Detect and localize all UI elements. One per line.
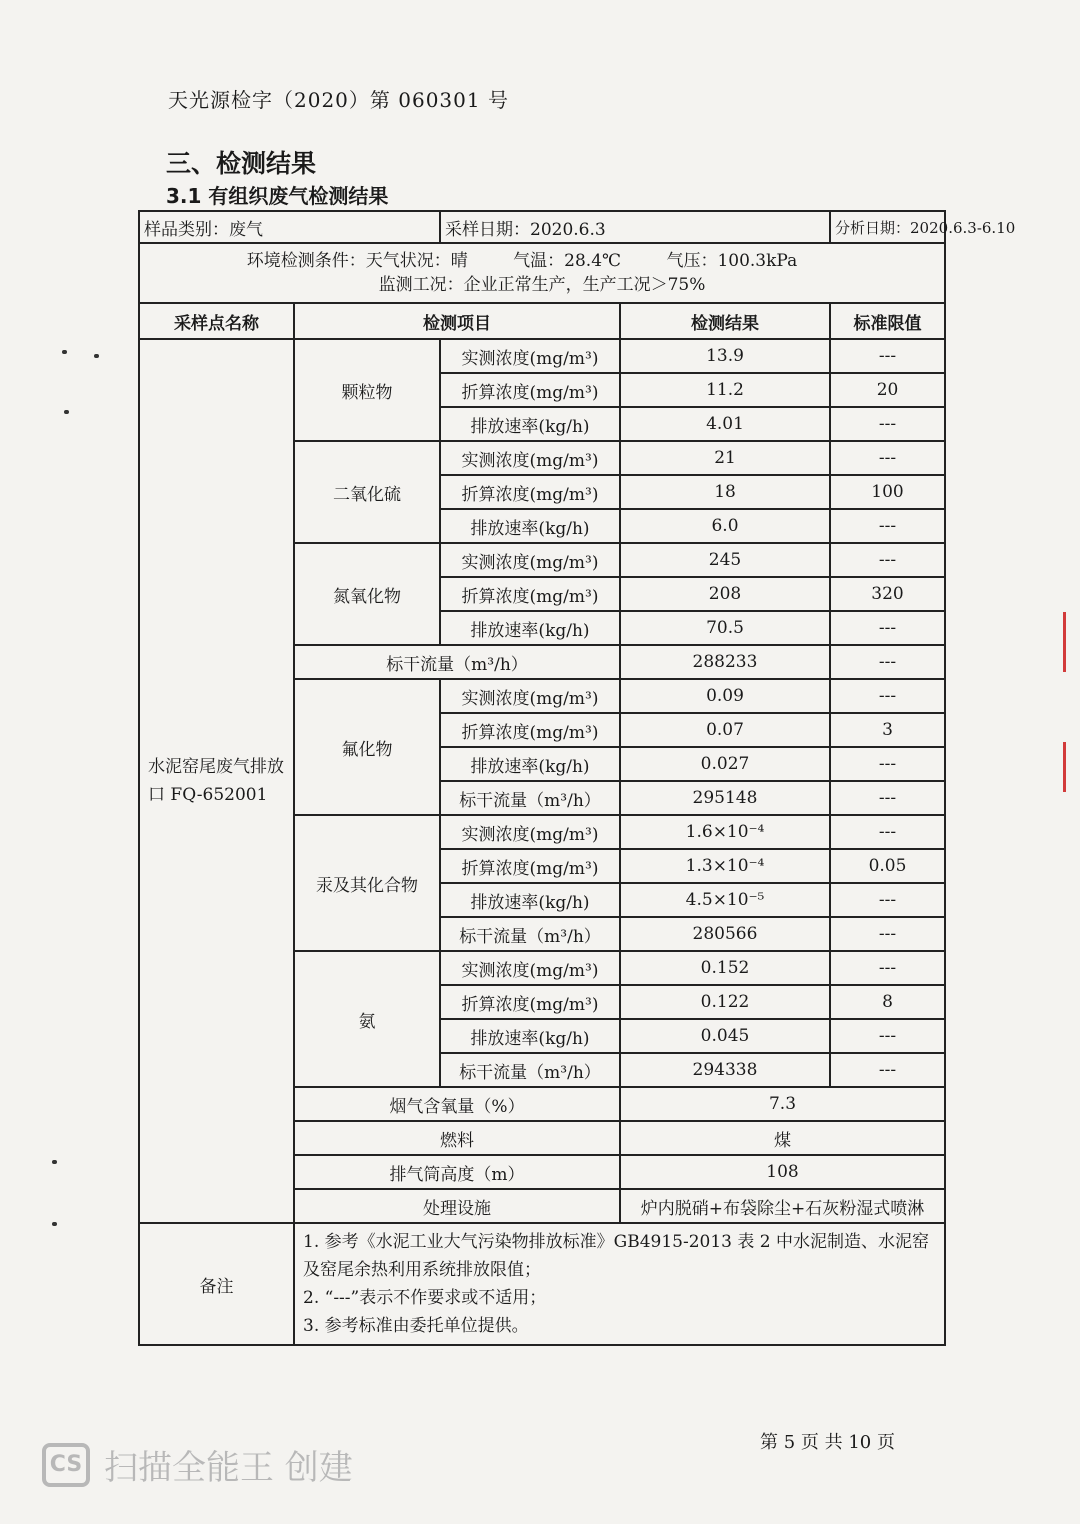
limit-value: --- [830,441,945,475]
limit-value: --- [830,509,945,543]
scan-speck [52,1222,57,1226]
parameter-name: 折算浓度(mg/m³) [440,713,620,747]
limit-value: --- [830,883,945,917]
limit-value: --- [830,1019,945,1053]
notes-label: 备注 [139,1223,294,1345]
sample-type: 样品类别：废气 [139,211,440,243]
limit-value: --- [830,951,945,985]
pollutant-name: 氟化物 [294,679,440,815]
parameter-name: 实测浓度(mg/m³) [440,815,620,849]
parameter-name: 标干流量（m³/h） [440,917,620,951]
footer-value: 108 [620,1155,945,1189]
parameter-name: 折算浓度(mg/m³) [440,849,620,883]
limit-value: --- [830,781,945,815]
result-value: 6.0 [620,509,830,543]
parameter-name: 排放速率(kg/h) [440,1019,620,1053]
col-header-site: 采样点名称 [139,303,294,339]
scan-speck [62,350,67,354]
page-number: 第 5 页 共 10 页 [760,1432,895,1453]
environment-row [139,243,945,303]
result-value: 294338 [620,1053,830,1087]
scan-speck [64,410,69,414]
result-value: 11.2 [620,373,830,407]
note-line: 1. 参考《水泥工业大气污染物排放标准》GB4915-2013 表 2 中水泥制造、水泥窑及窑尾余热利用系统排放限值； [303,1232,929,1280]
flow-label: 标干流量（m³/h） [294,645,620,679]
footer-label: 烟气含氧量（%） [294,1087,620,1121]
pollutant-name: 氮氧化物 [294,543,440,645]
pollutant-name: 二氧化硫 [294,441,440,543]
limit-value: --- [830,543,945,577]
limit-value: 320 [830,577,945,611]
result-value: 1.3×10⁻⁴ [620,849,830,883]
pollutant-name: 氨 [294,951,440,1087]
footer-label: 处理设施 [294,1189,620,1223]
parameter-name: 折算浓度(mg/m³) [440,373,620,407]
analysis-date: 分析日期：2020.6.3-6.10 [830,211,945,243]
parameter-name: 折算浓度(mg/m³) [440,985,620,1019]
stamp-edge-mark [1063,612,1080,672]
result-value: 21 [620,441,830,475]
result-value: 288233 [620,645,830,679]
emission-results-table [138,210,1016,1346]
limit-value: --- [830,815,945,849]
limit-value: 8 [830,985,945,1019]
col-header-item: 检测项目 [294,303,620,339]
section-title: 三、检测结果 [166,149,317,178]
col-header-limit: 标准限值 [830,303,945,339]
parameter-name: 排放速率(kg/h) [440,883,620,917]
result-value: 0.07 [620,713,830,747]
parameter-name: 实测浓度(mg/m³) [440,679,620,713]
parameter-name: 排放速率(kg/h) [440,747,620,781]
parameter-name: 排放速率(kg/h) [440,611,620,645]
scanner-watermark [42,1440,353,1489]
result-value: 295148 [620,781,830,815]
stamp-edge-mark [1063,742,1080,792]
limit-value: --- [830,679,945,713]
notes-content [294,1223,945,1345]
col-header-result: 检测结果 [620,303,830,339]
limit-value: 100 [830,475,945,509]
notes-row [139,1223,945,1345]
pollutant-name: 颗粒物 [294,339,440,441]
pollutant-name: 汞及其化合物 [294,815,440,951]
result-value: 0.122 [620,985,830,1019]
report-number: 天光源检字（2020）第 060301 号 [168,88,509,112]
result-value: 280566 [620,917,830,951]
parameter-name: 排放速率(kg/h) [440,509,620,543]
limit-value: --- [830,645,945,679]
limit-value: --- [830,407,945,441]
limit-value: --- [830,1053,945,1087]
sampling-site-name: 水泥窑尾废气排放口 FQ-652001 [139,339,294,1223]
parameter-name: 实测浓度(mg/m³) [440,951,620,985]
limit-value: --- [830,339,945,373]
result-value: 4.5×10⁻⁵ [620,883,830,917]
parameter-name: 标干流量（m³/h） [440,1053,620,1087]
result-value: 4.01 [620,407,830,441]
subsection-title: 3.1 有组织废气检测结果 [166,184,389,208]
result-value: 1.6×10⁻⁴ [620,815,830,849]
result-value: 13.9 [620,339,830,373]
limit-value: 3 [830,713,945,747]
footer-value: 7.3 [620,1087,945,1121]
limit-value: 20 [830,373,945,407]
scan-speck [94,354,99,358]
result-value: 0.027 [620,747,830,781]
scan-speck [52,1160,57,1164]
operating-condition: 监测工况：企业正常生产，生产工况＞75% [378,275,706,295]
limit-value: --- [830,917,945,951]
result-value: 208 [620,577,830,611]
column-header-row [139,303,945,339]
sample-date: 采样日期：2020.6.3 [440,211,830,243]
note-line: 2. “---”表示不作要求或不适用； [303,1288,547,1308]
footer-value: 炉内脱硝+布袋除尘+石灰粉湿式喷淋 [620,1189,945,1223]
parameter-name: 实测浓度(mg/m³) [440,543,620,577]
result-value: 18 [620,475,830,509]
table-row [139,339,945,373]
footer-label: 燃料 [294,1121,620,1155]
result-value: 0.045 [620,1019,830,1053]
parameter-name: 实测浓度(mg/m³) [440,441,620,475]
parameter-name: 排放速率(kg/h) [440,407,620,441]
weather-text: 环境检测条件：天气状况：晴 [246,251,468,271]
footer-label: 排气筒高度（m） [294,1155,620,1189]
pressure-text: 气压：100.3kPa [666,251,798,271]
result-value: 245 [620,543,830,577]
parameter-name: 实测浓度(mg/m³) [440,339,620,373]
temperature-text: 气温：28.4℃ [513,251,622,271]
watermark-text: 扫描全能王 创建 [104,1448,353,1488]
note-line: 3. 参考标准由委托单位提供。 [303,1316,529,1336]
limit-value: --- [830,611,945,645]
limit-value: --- [830,747,945,781]
parameter-name: 折算浓度(mg/m³) [440,577,620,611]
result-value: 0.09 [620,679,830,713]
footer-value: 煤 [620,1121,945,1155]
info-row [139,211,945,243]
camscanner-logo: CS [42,1443,90,1487]
result-value: 70.5 [620,611,830,645]
parameter-name: 标干流量（m³/h） [440,781,620,815]
result-value: 0.152 [620,951,830,985]
parameter-name: 折算浓度(mg/m³) [440,475,620,509]
limit-value: 0.05 [830,849,945,883]
